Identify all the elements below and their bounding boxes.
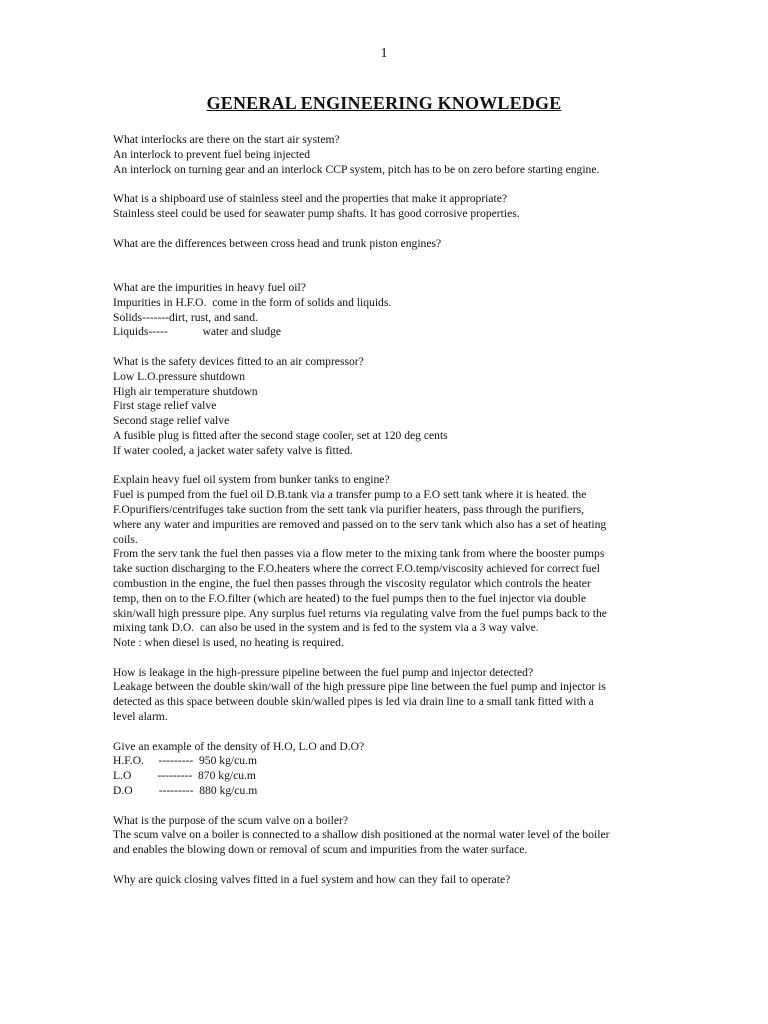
answer-line: Stainless steel could be used for seawater pump shafts. It has good corrosive properties.	[113, 206, 520, 220]
qa-block	[113, 814, 653, 858]
qa-block	[113, 740, 653, 799]
spacer	[113, 266, 653, 281]
answer-line: detected as this space between double skin/walled pipes is led via drain line to a small tank fitted with a	[113, 695, 594, 709]
answer-line: take suction discharging to the F.O.heaters where the correct F.O.temp/viscosity achieved for correct fuel	[113, 562, 600, 576]
question-text: Give an example of the density of H.O, L.O and D.O?	[113, 739, 365, 753]
answer-line: Liquids----- water and sludge	[113, 325, 282, 339]
answer-line: level alarm.	[113, 710, 168, 724]
answer-line: Fuel is pumped from the fuel oil D.B.tank via a transfer pump to a F.O sett tank where it is heated. the	[113, 488, 587, 502]
answer-line: High air temperature shutdown	[113, 384, 258, 398]
answer-line: H.F.O. --------- 950 kg/cu.m	[113, 754, 257, 768]
qa-block	[113, 473, 653, 651]
question-text: Why are quick closing valves fitted in a fuel system and how can they fail to operate?	[113, 872, 511, 886]
qa-block	[113, 237, 653, 252]
answer-line: From the serv tank the fuel then passes via a flow meter to the mixing tank from where the booster pumps	[113, 547, 605, 561]
answer-line: Impurities in H.F.O. come in the form of solids and liquids.	[113, 295, 392, 309]
qa-block	[113, 281, 653, 340]
answer-line: D.O --------- 880 kg/cu.m	[113, 784, 258, 798]
answer-line: L.O --------- 870 kg/cu.m	[113, 769, 256, 783]
answer-line: Note : when diesel is used, no heating is required.	[113, 636, 344, 650]
question-text: What are the differences between cross head and trunk piston engines?	[113, 236, 442, 250]
page-number: 1	[380, 46, 388, 61]
document-body	[113, 133, 653, 902]
answer-line: The scum valve on a boiler is connected to a shallow dish positioned at the normal water level of the boiler	[113, 828, 610, 842]
qa-block	[113, 873, 653, 888]
qa-block	[113, 192, 653, 222]
qa-block	[113, 133, 653, 177]
answer-line: F.Opurifiers/centrifuges take suction from the sett tank via purifier heaters, pass through the purifiers,	[113, 502, 585, 516]
answer-line: An interlock to prevent fuel being injected	[113, 147, 311, 161]
answer-line: A fusible plug is fitted after the second stage cooler, set at 120 deg cents	[113, 428, 448, 442]
question-text: What interlocks are there on the start air system?	[113, 133, 340, 146]
answer-line: An interlock on turning gear and an interlock CCP system, pitch has to be on zero before starting engine.	[113, 162, 600, 176]
question-text: What is the purpose of the scum valve on a boiler?	[113, 813, 349, 827]
answer-line: and enables the blowing down or removal of scum and impurities from the water surface.	[113, 843, 528, 857]
question-text: Explain heavy fuel oil system from bunker tanks to engine?	[113, 473, 390, 487]
answer-line: Second stage relief valve	[113, 414, 230, 428]
answer-line: Solids-------dirt, rust, and sand.	[113, 310, 258, 324]
answer-line: temp, then on to the F.O.filter (which are heated) to the fuel pumps then to the fuel injector via double	[113, 591, 586, 605]
question-text: How is leakage in the high-pressure pipeline between the fuel pump and injector detected?	[113, 665, 534, 679]
question-text: What are the impurities in heavy fuel oil?	[113, 280, 306, 294]
answer-line: coils.	[113, 532, 138, 546]
answer-line: combustion in the engine, the fuel then passes through the viscosity regulator which controls the heater	[113, 576, 591, 590]
question-text: What is a shipboard use of stainless steel and the properties that make it appropriate?	[113, 192, 508, 206]
answer-line: mixing tank D.O. can also be used in the system and is fed to the system via a 3 way valve.	[113, 621, 539, 635]
qa-block	[113, 666, 653, 725]
answer-line: First stage relief valve	[113, 399, 217, 413]
qa-block	[113, 355, 653, 459]
answer-line: Low L.O.pressure shutdown	[113, 369, 246, 383]
answer-line: Leakage between the double skin/wall of the high pressure pipe line between the fuel pump and injector is	[113, 680, 606, 694]
answer-line: If water cooled, a jacket water safety valve is fitted.	[113, 443, 353, 457]
document-title: GENERAL ENGINEERING KNOWLEDGE	[206, 93, 562, 113]
question-text: What is the safety devices fitted to an air compressor?	[113, 354, 364, 368]
answer-line: skin/wall high pressure pipe. Any surplus fuel returns via regulating valve from the fuel pumps back to the	[113, 606, 607, 620]
answer-line: where any water and impurities are removed and passed on to the serv tank which also has a set of heating	[113, 517, 607, 531]
